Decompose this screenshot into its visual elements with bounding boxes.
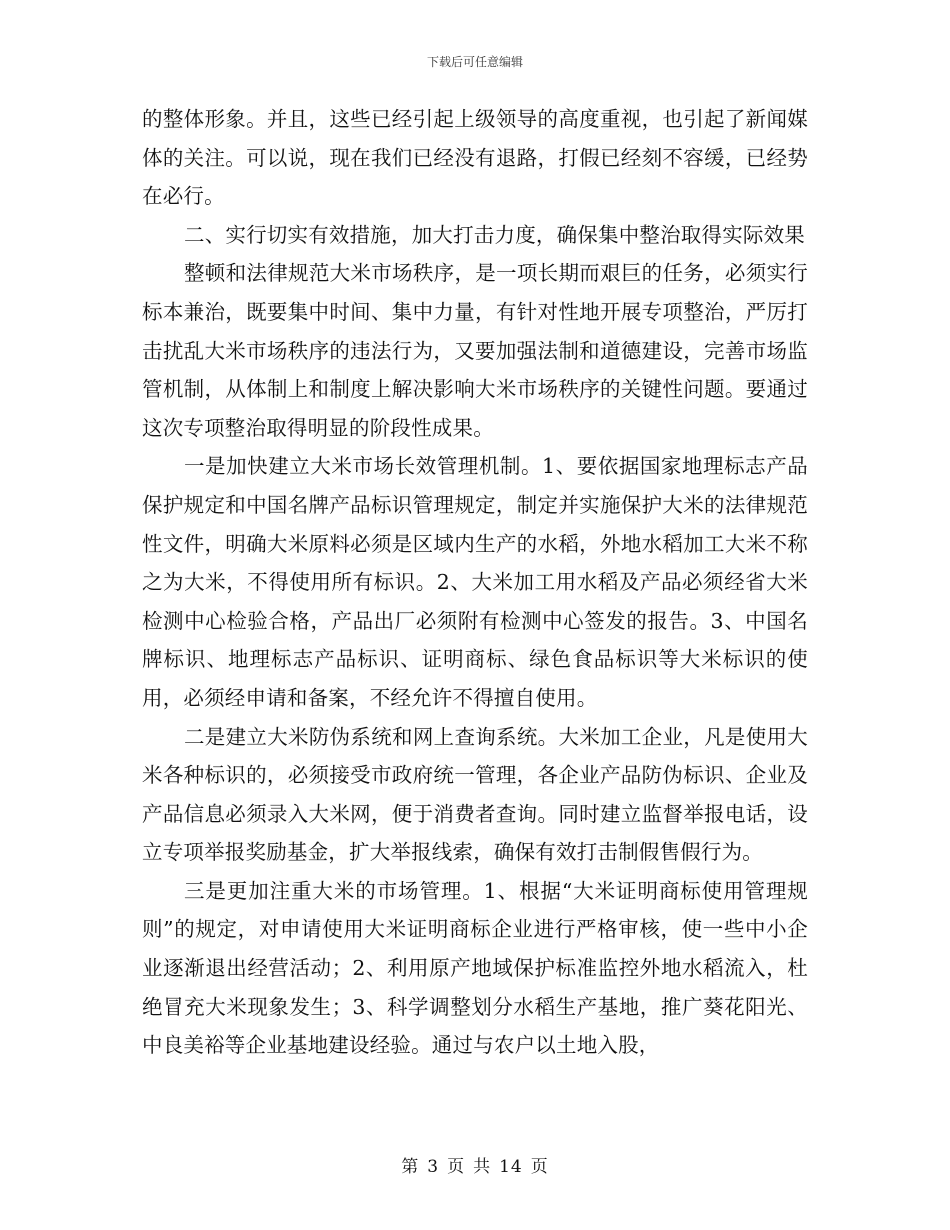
paragraph-measure-three: 三是更加注重大米的市场管理。1、根据“大米证明商标使用管理规则”的规定，对申请使用大米证明商标企业进行严格审核，使一些中小企业逐渐退出经营活动；2、利用原产地域保护标准监控外地水稻流入，杜绝冒充大米现象发生；3、科学调整划分水稻生产基地，推广葵花阳光、中良美裕等企业基地建设经验。通过与农户以土地入股， [142,878,808,1058]
page-footer [0,1152,950,1177]
paragraph-measure-one: 一是加快建立大米市场长效管理机制。1、要依据国家地理标志产品保护规定和中国名牌产品标识管理规定，制定并实施保护大米的法律规范性文件，明确大米原料必须是区域内生产的水稻，外地水稻加工大米不称之为大米，不得使用所有标识。2、大米加工用水稻及产品必须经省大米检测中心检验合格，产品出厂必须附有检测中心签发的报告。3、中国名牌标识、地理标志产品标识、证明商标、绿色食品标识等大米标识的使用，必须经申请和备案，不经允许不得擅自使用。 [142,454,808,710]
document-body [142,100,808,1065]
section-heading: 二、实行切实有效措施，加大打击力度，确保集中整治取得实际效果 [184,222,805,247]
paragraph-continued: 的整体形象。并且，这些已经引起上级领导的高度重视，也引起了新闻媒体的关注。可以说，现在我们已经没有退路，打假已经刻不容缓，已经势在必行。 [142,107,808,209]
paragraph-measure-two: 二是建立大米防伪系统和网上查询系统。大米加工企业，凡是使用大米各种标识的，必须接受市政府统一管理，各企业产品防伪标识、企业及产品信息必须录入大米网，便于消费者查询。同时建立监督举报电话，设立专项举报奖励基金，扩大举报线索，确保有效打击制假售假行为。 [142,724,808,865]
footer-label-total: 共 [473,1157,492,1177]
footer-current-page: 3 [427,1157,440,1177]
footer-total-pages: 14 [499,1157,523,1177]
paragraph-intro: 整顿和法律规范大米市场秩序，是一项长期而艰巨的任务，必须实行标本兼治，既要集中时间、集中力量，有针对性地开展专项整治，严厉打击扰乱大米市场秩序的违法行为，又要加强法制和道德建设，完善市场监管机制，从体制上和制度上解决影响大米市场秩序的关键性问题。要通过这次专项整治取得明显的阶段性成果。 [142,261,808,440]
footer-label-page: 第 [401,1157,420,1177]
footer-label-ye2: 页 [530,1157,549,1177]
header-note: 下载后可任意编辑 [426,55,523,69]
footer-label-ye: 页 [447,1157,466,1177]
